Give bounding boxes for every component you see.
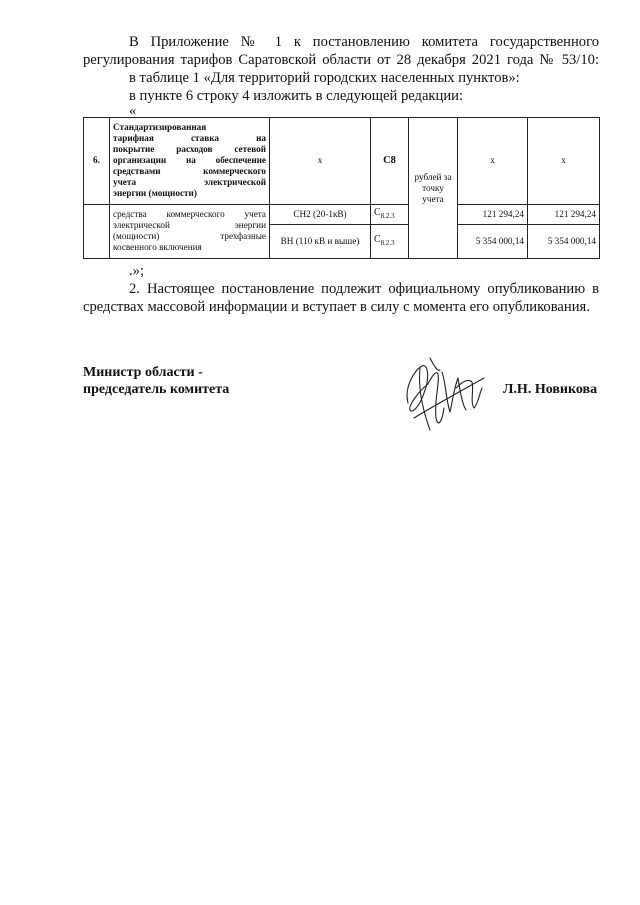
sub-desc-line: средства коммерческого учета	[113, 209, 266, 220]
signer-title-line-2: председатель комитета	[83, 382, 230, 397]
intro-line-3: в таблице 1 «Для территорий городских населенных пунктов»:	[129, 70, 520, 86]
signer-title-line-1: Министр области -	[83, 365, 203, 380]
intro-line-1: В Приложение № 1 к постановлению комитета государственного	[129, 34, 599, 50]
row-number: 6.	[84, 118, 110, 205]
clause2-line-1: 2. Настоящее постановление подлежит официальному опубликованию в	[129, 281, 599, 297]
voltage-level: ВН (110 кВ и выше)	[270, 224, 371, 258]
tariff-table	[83, 117, 600, 259]
main-desc-line: организации на обеспечение	[113, 155, 266, 166]
sub-code	[371, 224, 409, 258]
cell-x-value-1: х	[458, 118, 528, 205]
cell-x-level: х	[270, 118, 371, 205]
main-desc-line: Стандартизированная	[113, 122, 207, 133]
cell-unit: рублей за точку учета	[409, 118, 458, 259]
main-description	[110, 118, 270, 205]
sub-code-base: C	[374, 206, 381, 218]
value-cell: 5 354 000,14	[458, 224, 528, 258]
cell-code: C8	[371, 118, 409, 205]
main-desc-line: тарифная ставка на	[113, 133, 266, 144]
sub-code-base: C	[374, 233, 381, 245]
sub-code	[371, 204, 409, 224]
open-quote: «	[129, 103, 137, 119]
table-row-sub-1	[84, 204, 600, 224]
sub-code-index: 8.2.3	[380, 211, 395, 220]
value-cell: 121 294,24	[528, 204, 600, 224]
main-desc-line: средствами коммерческого	[113, 166, 266, 177]
sub-desc-line: косвенного включения	[113, 242, 202, 253]
sub-code-index: 8.2.3	[380, 238, 395, 247]
sub-description	[110, 204, 270, 258]
clause2-line-2: средствах массовой информации и вступает в силу с момента его опубликования.	[83, 299, 590, 315]
sub-desc-line: (мощности) трехфазные	[113, 231, 266, 242]
value-cell: 121 294,24	[458, 204, 528, 224]
signer-name: Л.Н. Новикова	[503, 382, 598, 397]
main-desc-line: учета электрической	[113, 177, 266, 188]
intro-line-4: в пункте 6 строку 4 изложить в следующей редакции:	[129, 88, 464, 104]
sub-desc-line: электрической энергии	[113, 220, 266, 231]
cell-x-value-2: х	[528, 118, 600, 205]
close-quote: .»;	[129, 263, 144, 279]
value-cell: 5 354 000,14	[528, 224, 600, 258]
handwritten-signature	[400, 348, 490, 438]
intro-line-2: регулирования тарифов Саратовской области от 28 декабря 2021 года № 53/10:	[83, 52, 599, 68]
main-desc-line: покрытие расходов сетевой	[113, 144, 266, 155]
voltage-level: СН2 (20-1кВ)	[270, 204, 371, 224]
main-desc-line: энергии (мощности)	[113, 188, 197, 199]
table-row-main	[84, 118, 600, 205]
cell-empty	[84, 204, 110, 258]
